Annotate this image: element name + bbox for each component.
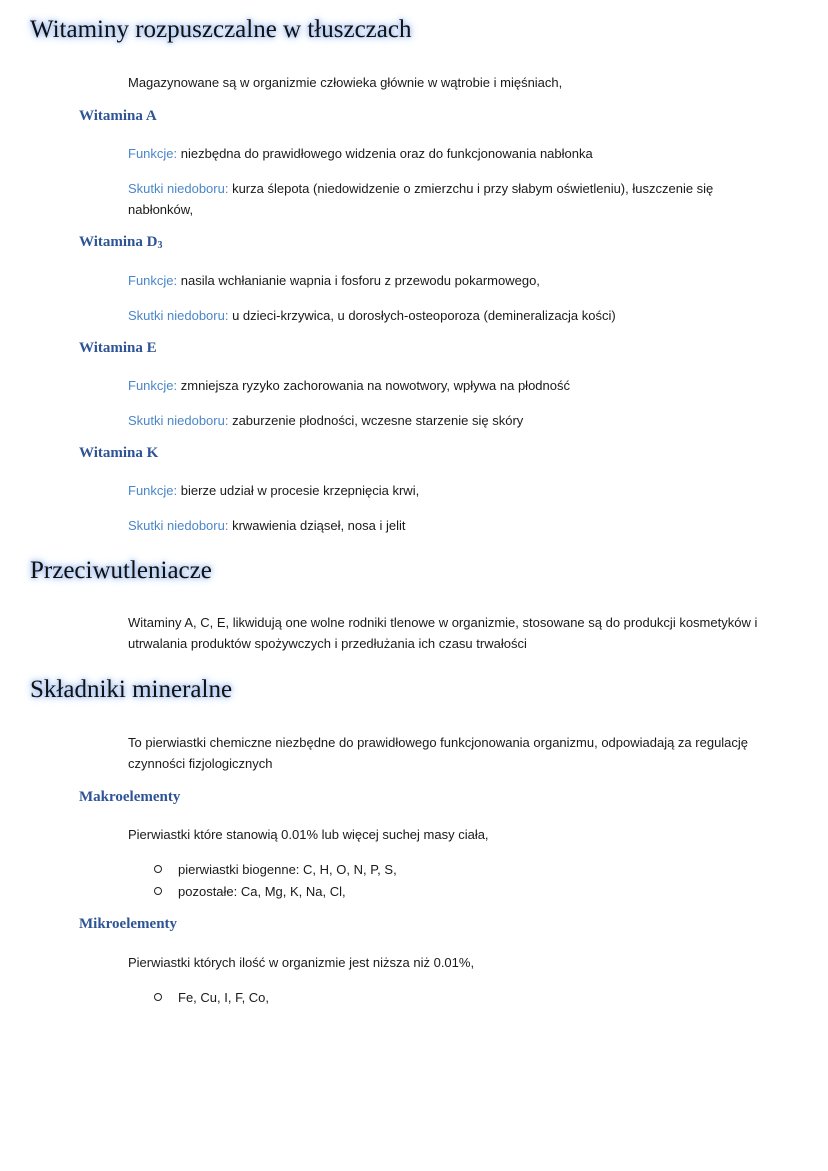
deficiency-label: Skutki niedoboru:: [128, 413, 229, 428]
heading-macroelements: Makroelementy: [79, 789, 181, 805]
heading-vitamin-d3: [79, 234, 162, 251]
vitamin-d3-functions: [128, 270, 768, 291]
vitamins-intro: Magazynowane są w organizmie człowieka głównie w wątrobie i mięśniach,: [128, 75, 563, 90]
microelements-text: Pierwiastki których ilość w organizmie jest niższa niż 0.01%,: [128, 955, 475, 970]
vitamin-e-deficiency: [128, 410, 768, 431]
vitamin-a-deficiency-text: kurza ślepota (niedowidzenie o zmierzchu i przy słabym oświetleniu), łuszczenie się nabłonków,: [128, 181, 714, 217]
vitamin-d3-deficiency: [128, 305, 768, 326]
vitamin-e-deficiency-text: zaburzenie płodności, wczesne starzenie się skóry: [232, 413, 524, 428]
circle-bullet-icon: [154, 887, 162, 895]
heading-microelements: Mikroelementy: [79, 916, 178, 932]
deficiency-label: Skutki niedoboru:: [128, 181, 229, 196]
heading-vitamins: Witaminy rozpuszczalne w tłuszczach: [30, 16, 412, 43]
heading-vitamin-e: Witamina E: [79, 340, 157, 356]
list-item-text: pierwiastki biogenne: C, H, O, N, P, S,: [178, 862, 397, 877]
functions-label: Funkcje:: [128, 146, 178, 161]
macroelements-text: Pierwiastki które stanowią 0.01% lub więcej suchej masy ciała,: [128, 827, 489, 842]
vitamin-a-deficiency: [128, 178, 768, 220]
vitamin-a-functions-text: niezbędna do prawidłowego widzenia oraz do funkcjonowania nabłonka: [180, 146, 593, 161]
functions-label: Funkcje:: [128, 378, 178, 393]
deficiency-label: Skutki niedoboru:: [128, 518, 229, 533]
vitamin-d3-deficiency-text: u dzieci-krzywica, u dorosłych-osteoporoza (demineralizacja kości): [232, 308, 616, 323]
vitamin-k-functions: [128, 480, 768, 501]
functions-label: Funkcje:: [128, 483, 178, 498]
vitamin-k-deficiency-text: krwawienia dziąseł, nosa i jelit: [232, 518, 406, 533]
heading-minerals: Składniki mineralne: [30, 676, 233, 703]
vitamin-k-functions-text: bierze udział w procesie krzepnięcia krwi,: [180, 483, 420, 498]
heading-vitamin-k: Witamina K: [79, 445, 159, 461]
deficiency-label: Skutki niedoboru:: [128, 308, 229, 323]
circle-bullet-icon: [154, 993, 162, 1001]
antioxidants-text: Witaminy A, C, E, likwidują one wolne rodniki tlenowe w organizmie, stosowane są do produkcji kosmetyków i utrwalania produktów spożywczych i przedłużania ich czasu trwałości: [128, 615, 758, 651]
circle-bullet-icon: [154, 865, 162, 873]
vitamin-e-functions: [128, 375, 768, 396]
vitamin-d3-title-main: Witamina D: [79, 234, 158, 250]
functions-label: Funkcje:: [128, 273, 178, 288]
minerals-text: To pierwiastki chemiczne niezbędne do prawidłowego funkcjonowania organizmu, odpowiadają za regulację czynności fizjologicznych: [128, 735, 749, 771]
list-item-text: Fe, Cu, I, F, Co,: [178, 990, 270, 1005]
vitamin-a-functions: [128, 143, 768, 164]
vitamin-d3-functions-text: nasila wchłanianie wapnia i fosforu z przewodu pokarmowego,: [180, 273, 540, 288]
heading-vitamin-a: Witamina A: [79, 108, 157, 124]
vitamin-k-deficiency: [128, 515, 768, 536]
heading-antioxidants: Przeciwutleniacze: [30, 557, 212, 584]
vitamin-e-functions-text: zmniejsza ryzyko zachorowania na nowotwory, wpływa na płodność: [180, 378, 570, 393]
list-item-text: pozostałe: Ca, Mg, K, Na, Cl,: [178, 884, 346, 899]
vitamin-d3-title-sub: 3: [157, 240, 163, 251]
